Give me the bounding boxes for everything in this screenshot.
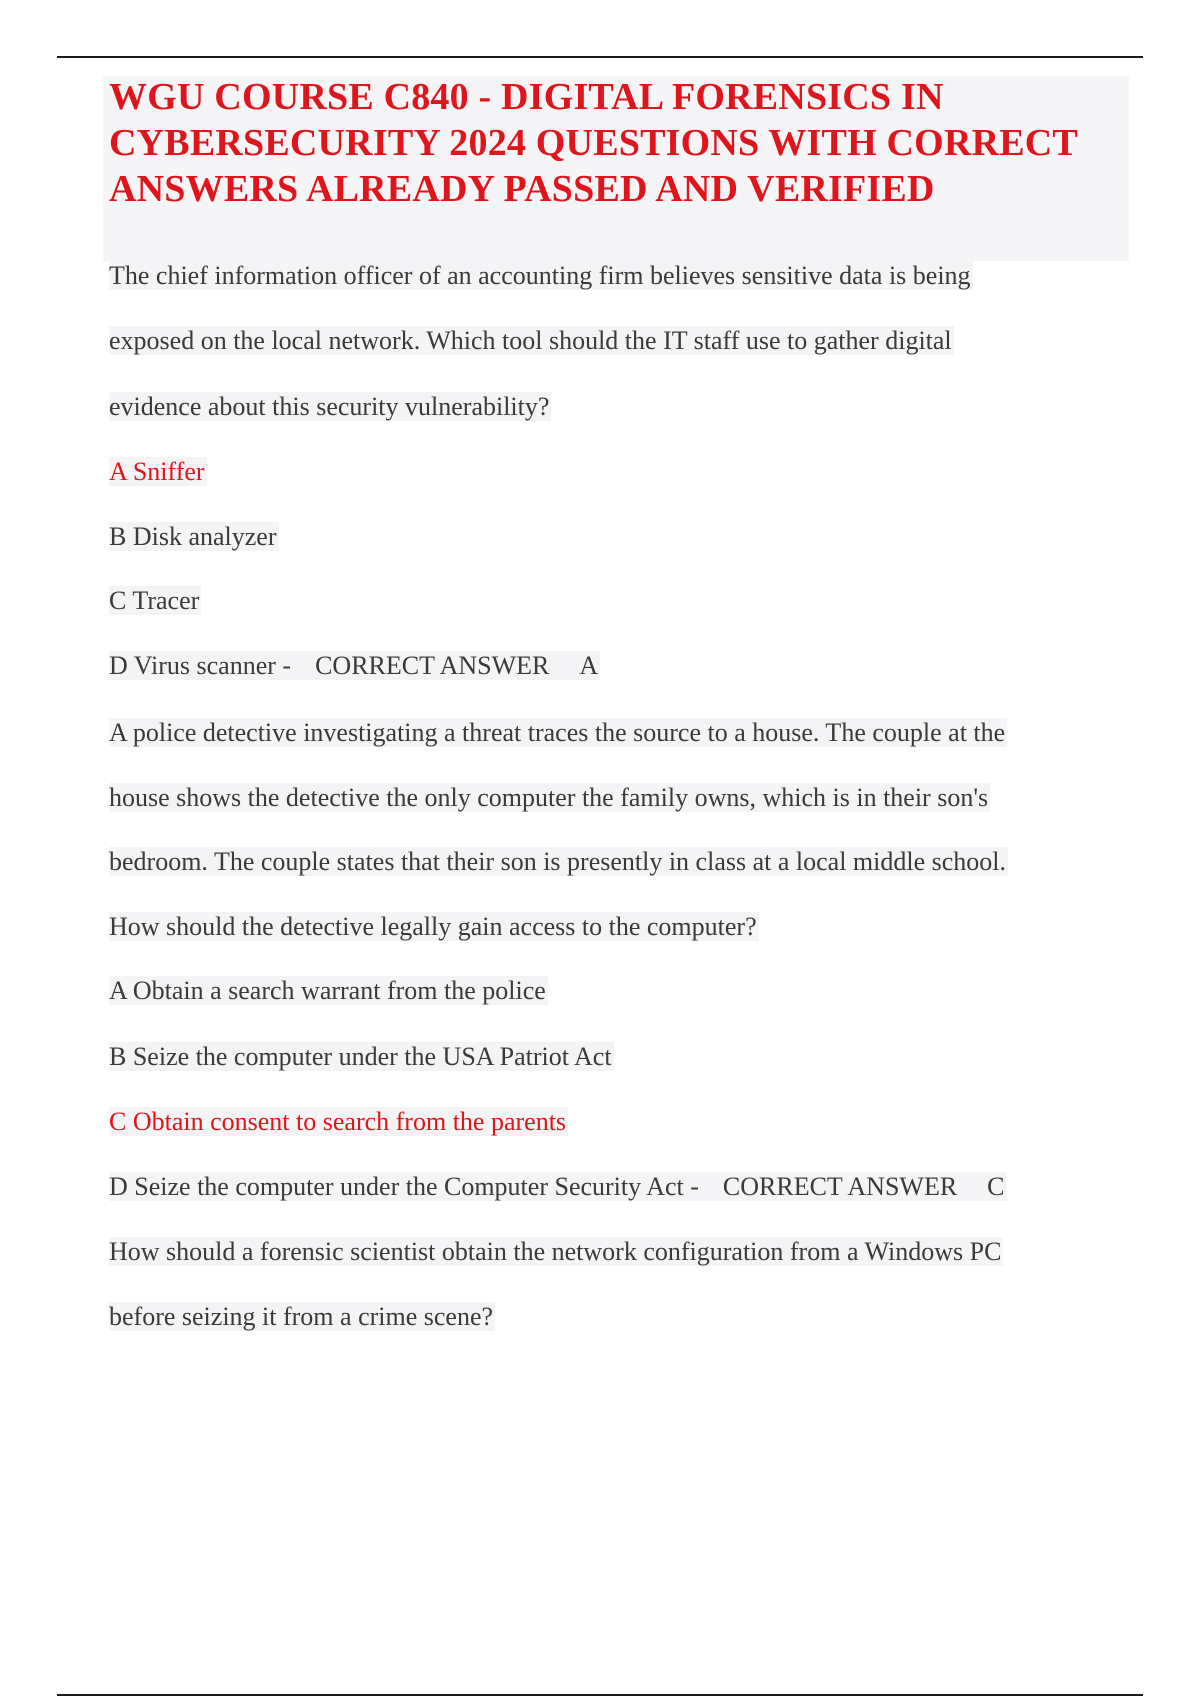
q1-answer-label: CORRECT ANSWER [315,651,550,680]
q1-option-a-correct: A Sniffer [109,457,205,486]
q2-text-line-2: house shows the detective the only computer the family owns, which is in their son's [109,783,989,812]
q1-option-c: C Tracer [109,586,200,615]
q1-answer-value: A [579,651,599,680]
q2-answer-label: CORRECT ANSWER [722,1172,958,1201]
q2-option-c-correct: C Obtain consent to search from the parents [109,1107,567,1136]
q1-text-line-1: The chief information officer of an accounting firm believes sensitive data is being [109,261,971,290]
q1-option-b: B Disk analyzer [109,522,277,551]
q2-option-a: A Obtain a search warrant from the police [109,976,546,1005]
bottom-rule [57,1694,1143,1696]
q2-text-line-1: A police detective investigating a threat traces the source to a house. The couple at the [109,718,1006,747]
q1-option-d: D Virus scanner - CORRECT ANSWER A [109,651,599,680]
q3-text-line-2: before seizing it from a crime scene? [109,1302,494,1331]
q1-text-line-2: exposed on the local network. Which tool should the IT staff use to gather digital [109,326,952,355]
q3-text-line-1: How should a forensic scientist obtain the network configuration from a Windows PC [109,1237,1002,1266]
top-rule [57,56,1143,58]
q2-text-line-4: How should the detective legally gain access to the computer? [109,912,757,941]
q2-option-d: D Seize the computer under the Computer Security Act - CORRECT ANSWER C [109,1172,1005,1201]
q2-option-b: B Seize the computer under the USA Patriot Act [109,1042,612,1071]
q2-answer-value: C [987,1172,1005,1201]
document-title: WGU COURSE C840 - DIGITAL FORENSICS IN CYBERSECURITY 2024 QUESTIONS WITH CORRECT ANSWERS ALREADY PASSED AND VERIFIED [109,76,1078,210]
q1-text-line-3: evidence about this security vulnerability? [109,392,550,421]
q2-text-line-3: bedroom. The couple states that their son is presently in class at a local middle school. [109,847,1007,876]
